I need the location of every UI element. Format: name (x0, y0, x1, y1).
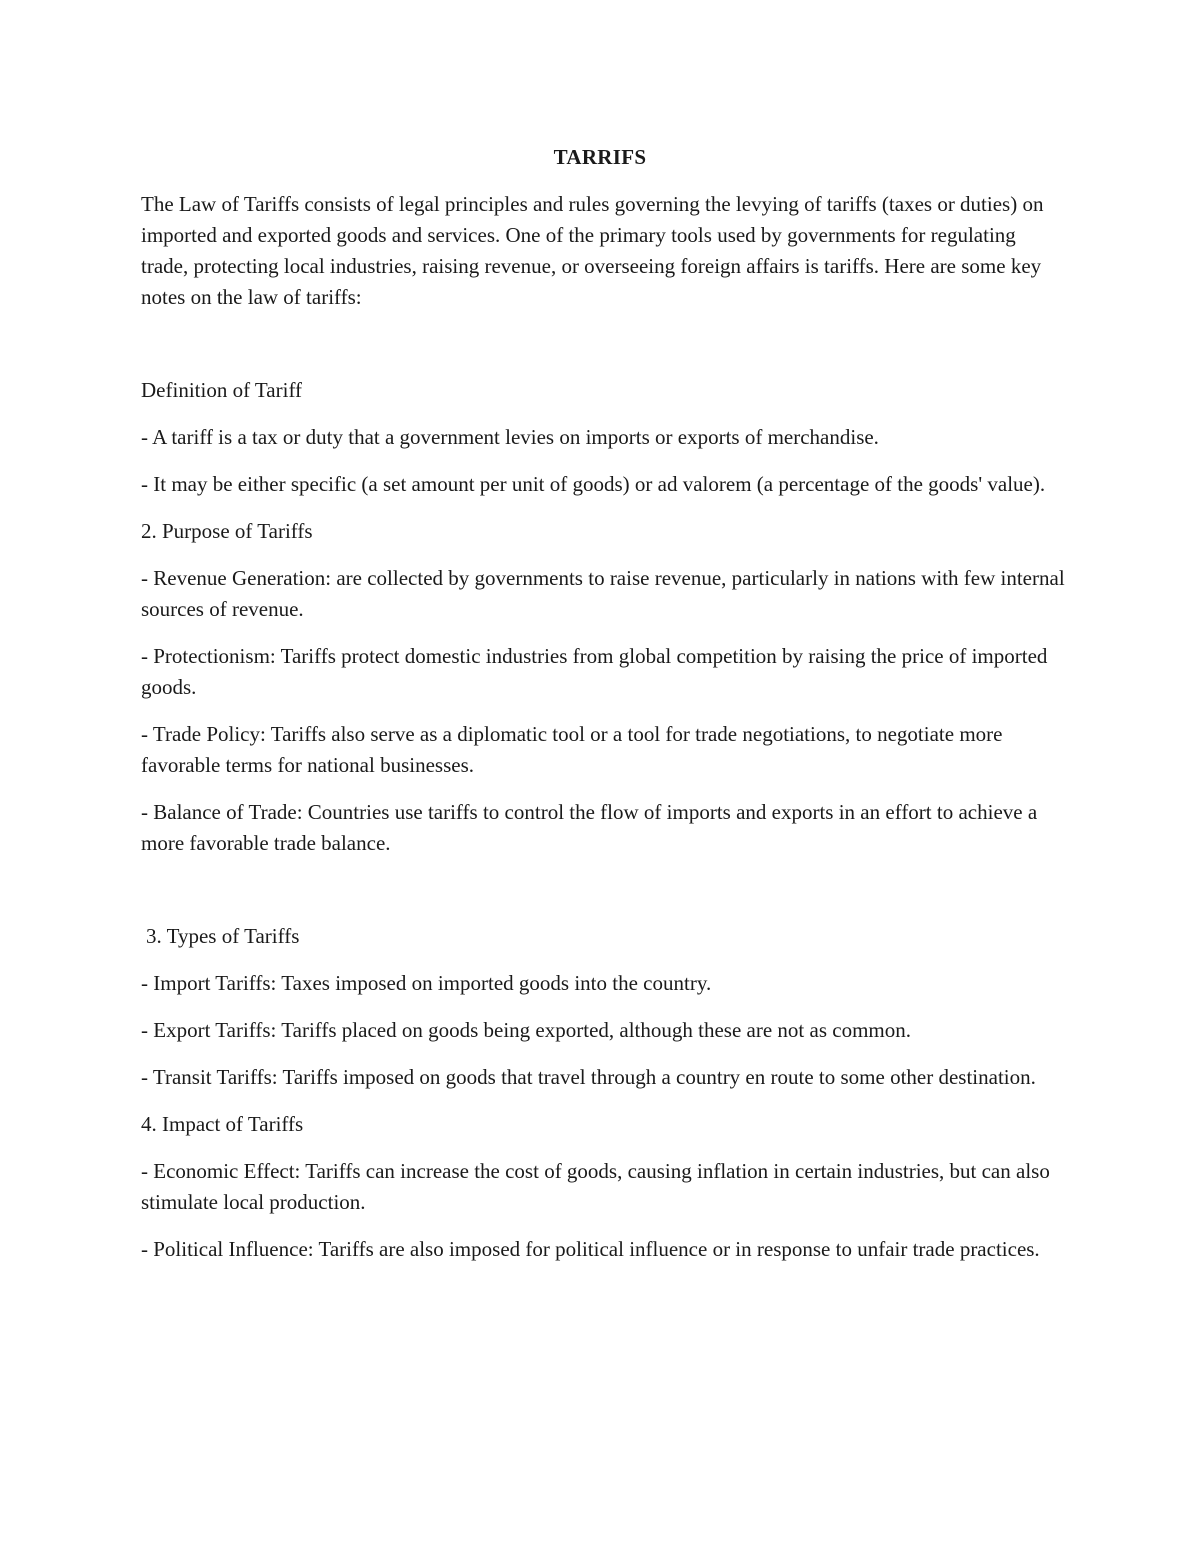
purpose-item: - Revenue Generation: are collected by governments to raise revenue, particularly in nations with few internal sources of revenue. (141, 566, 1065, 621)
purpose-item: - Protectionism: Tariffs protect domestic industries from global competition by raising the price of imported goods. (141, 644, 1048, 699)
document-title: TARRIFS (553, 145, 647, 169)
definition-item: - It may be either specific (a set amount per unit of goods) or ad valorem (a percentage of the goods' value). (141, 472, 1046, 496)
impact-item: - Political Influence: Tariffs are also imposed for political influence or in response to unfair trade practices. (141, 1237, 1040, 1261)
section-heading-impact: 4. Impact of Tariffs (141, 1112, 304, 1136)
types-item: - Import Tariffs: Taxes imposed on imported goods into the country. (141, 971, 712, 995)
document-body (141, 189, 1066, 1281)
section-heading-types: 3. Types of Tariffs (146, 924, 300, 948)
types-item: - Transit Tariffs: Tariffs imposed on goods that travel through a country en route to some other destination. (141, 1065, 1036, 1089)
spacer (141, 875, 1066, 921)
impact-item: - Economic Effect: Tariffs can increase the cost of goods, causing inflation in certain industries, but can also stimulate local production. (141, 1159, 1050, 1214)
types-item: - Export Tariffs: Tariffs placed on goods being exported, although these are not as common. (141, 1018, 911, 1042)
purpose-item: - Balance of Trade: Countries use tariffs to control the flow of imports and exports in an effort to achieve a more favorable trade balance. (141, 800, 1038, 855)
section-heading-definition: Definition of Tariff (141, 378, 303, 402)
spacer (141, 329, 1066, 375)
section-heading-purpose: 2. Purpose of Tariffs (141, 519, 313, 543)
definition-item: - A tariff is a tax or duty that a government levies on imports or exports of merchandise. (141, 425, 879, 449)
purpose-item: - Trade Policy: Tariffs also serve as a diplomatic tool or a tool for trade negotiations, to negotiate more favorable terms for national businesses. (141, 722, 1003, 777)
intro-paragraph: The Law of Tariffs consists of legal principles and rules governing the levying of tariffs (taxes or duties) on imported and exported goods and services. One of the primary tools used by governments for regulating trade, protecting local industries, raising revenue, or overseeing foreign affairs is tariffs. Here are some key notes on the law of tariffs: (141, 192, 1044, 309)
